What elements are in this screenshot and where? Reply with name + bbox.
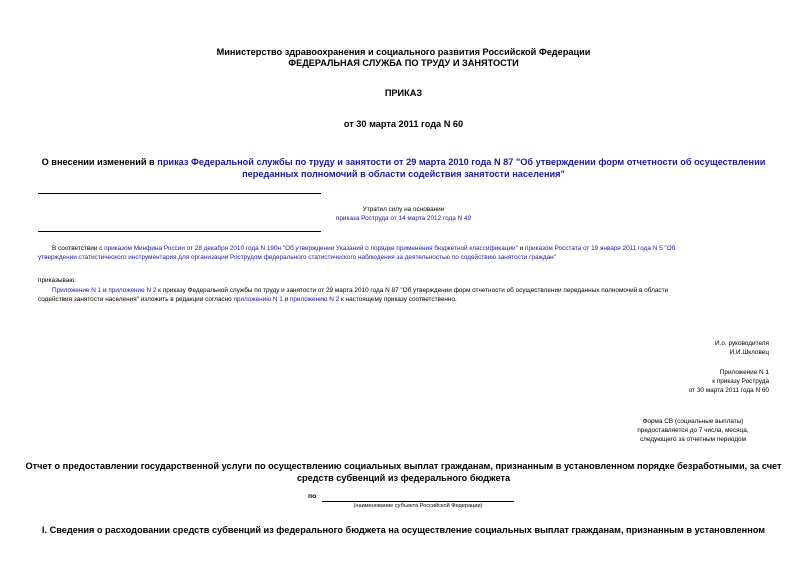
document-type: ПРИКАЗ xyxy=(384,88,423,98)
amended-order-link-continued[interactable]: переданных полномочий в области содействия занятости населения" xyxy=(242,168,565,179)
preamble-text-2: и xyxy=(517,245,525,252)
report-title xyxy=(0,461,807,484)
preamble xyxy=(38,245,770,263)
rosstat-order-link-continued[interactable]: утверждении статистического инструментария для организации Рострудом федерального статистического наблюдения за деятельностью по содействию занятости граждан" xyxy=(38,253,556,261)
appendix-2-link[interactable]: приложение N 2 xyxy=(108,287,157,294)
form-name: Форма СВ (социальные выплаты) xyxy=(642,418,744,425)
order-text-5: к настоящему приказу соответственно. xyxy=(339,295,457,303)
appendix-date: от 30 марта 2011 года N 60 xyxy=(688,386,769,394)
divider-top xyxy=(38,193,321,194)
form-deadline: предоставляется до 7 числа, месяца, xyxy=(637,426,749,434)
order-paragraph xyxy=(38,287,770,305)
order-text-3: содействия занятости населения" изложить в редакции согласно xyxy=(38,295,234,303)
new-appendix-2-link[interactable]: приложению N 2 xyxy=(289,295,340,303)
service-name: ФЕДЕРАЛЬНАЯ СЛУЖБА ПО ТРУДУ И ЗАНЯТОСТИ xyxy=(288,58,519,68)
preamble-text-1: В соответствии с xyxy=(52,245,105,252)
order-word: приказываю: xyxy=(38,277,76,284)
appendix-order: к приказу Роструда xyxy=(712,377,769,385)
minfin-order-link[interactable]: приказом Минфина России от 28 декабря 2010 года N 190н "Об утверждении Указаний о порядке применения бюджетной классификации" xyxy=(104,245,518,252)
signatory-position: И.о. руководителя xyxy=(715,340,769,347)
report-title-line-1: Отчет о предоставлении государственной услуги по осуществлению социальных выплат гражданам, признанным в установленном порядке безработными, за счет xyxy=(25,461,782,471)
appendix-number: Приложение N 1 xyxy=(719,369,769,376)
signature-block xyxy=(469,340,769,358)
document-date-number: от 30 марта 2011 года N 60 xyxy=(343,119,464,129)
subject-field-label: по xyxy=(308,493,317,500)
rosstat-order-link[interactable]: приказом Росстата от 19 января 2011 года N 5 "Об xyxy=(524,245,676,252)
subject-field-caption: (наименование субъекта Российской Федерации) xyxy=(353,503,483,509)
amended-order-link[interactable]: приказ Федеральной службы по труду и занятости от 29 марта 2010 года N 87 "Об утверждении форм отчетности об осуществлении xyxy=(157,157,766,167)
repeal-note-text: Утратил силу на основании xyxy=(362,206,445,213)
ministry-name: Министерство здравоохранения и социального развития Российской Федерации xyxy=(216,47,591,57)
form-info xyxy=(598,418,788,444)
divider-bottom xyxy=(38,231,321,232)
new-appendix-1-link[interactable]: приложению N 1 xyxy=(233,295,283,303)
order-text-4: и xyxy=(282,295,290,303)
title-prefix: О внесении изменений в xyxy=(41,157,158,167)
section-1-title: I. Сведения о расходовании средств субвенций из федерального бюджета на осуществление социальных выплат гражданам, признанным в установленном xyxy=(41,525,766,535)
subject-field-input-line[interactable] xyxy=(322,501,514,502)
report-title-line-2: средств субвенций из федерального бюджета xyxy=(296,472,511,483)
repeal-note xyxy=(0,206,807,224)
document-title xyxy=(0,157,807,180)
repeal-order-link[interactable]: приказа Роструда от 14 марта 2012 года N 49 xyxy=(335,214,472,222)
order-text-1: и xyxy=(101,287,109,294)
order-text-2: к приказу Федеральной службы по труду и занятости от 29 марта 2010 года N 87 "Об утверждении форм отчетности об осуществлении переданных полномочий в области xyxy=(156,287,669,294)
signatory-name: И.И.Шкловец xyxy=(729,348,769,356)
appendix-header xyxy=(469,369,769,395)
appendix-1-link[interactable]: Приложение N 1 xyxy=(52,287,102,294)
form-deadline-period: следующего за отчетным периодом xyxy=(639,435,747,443)
